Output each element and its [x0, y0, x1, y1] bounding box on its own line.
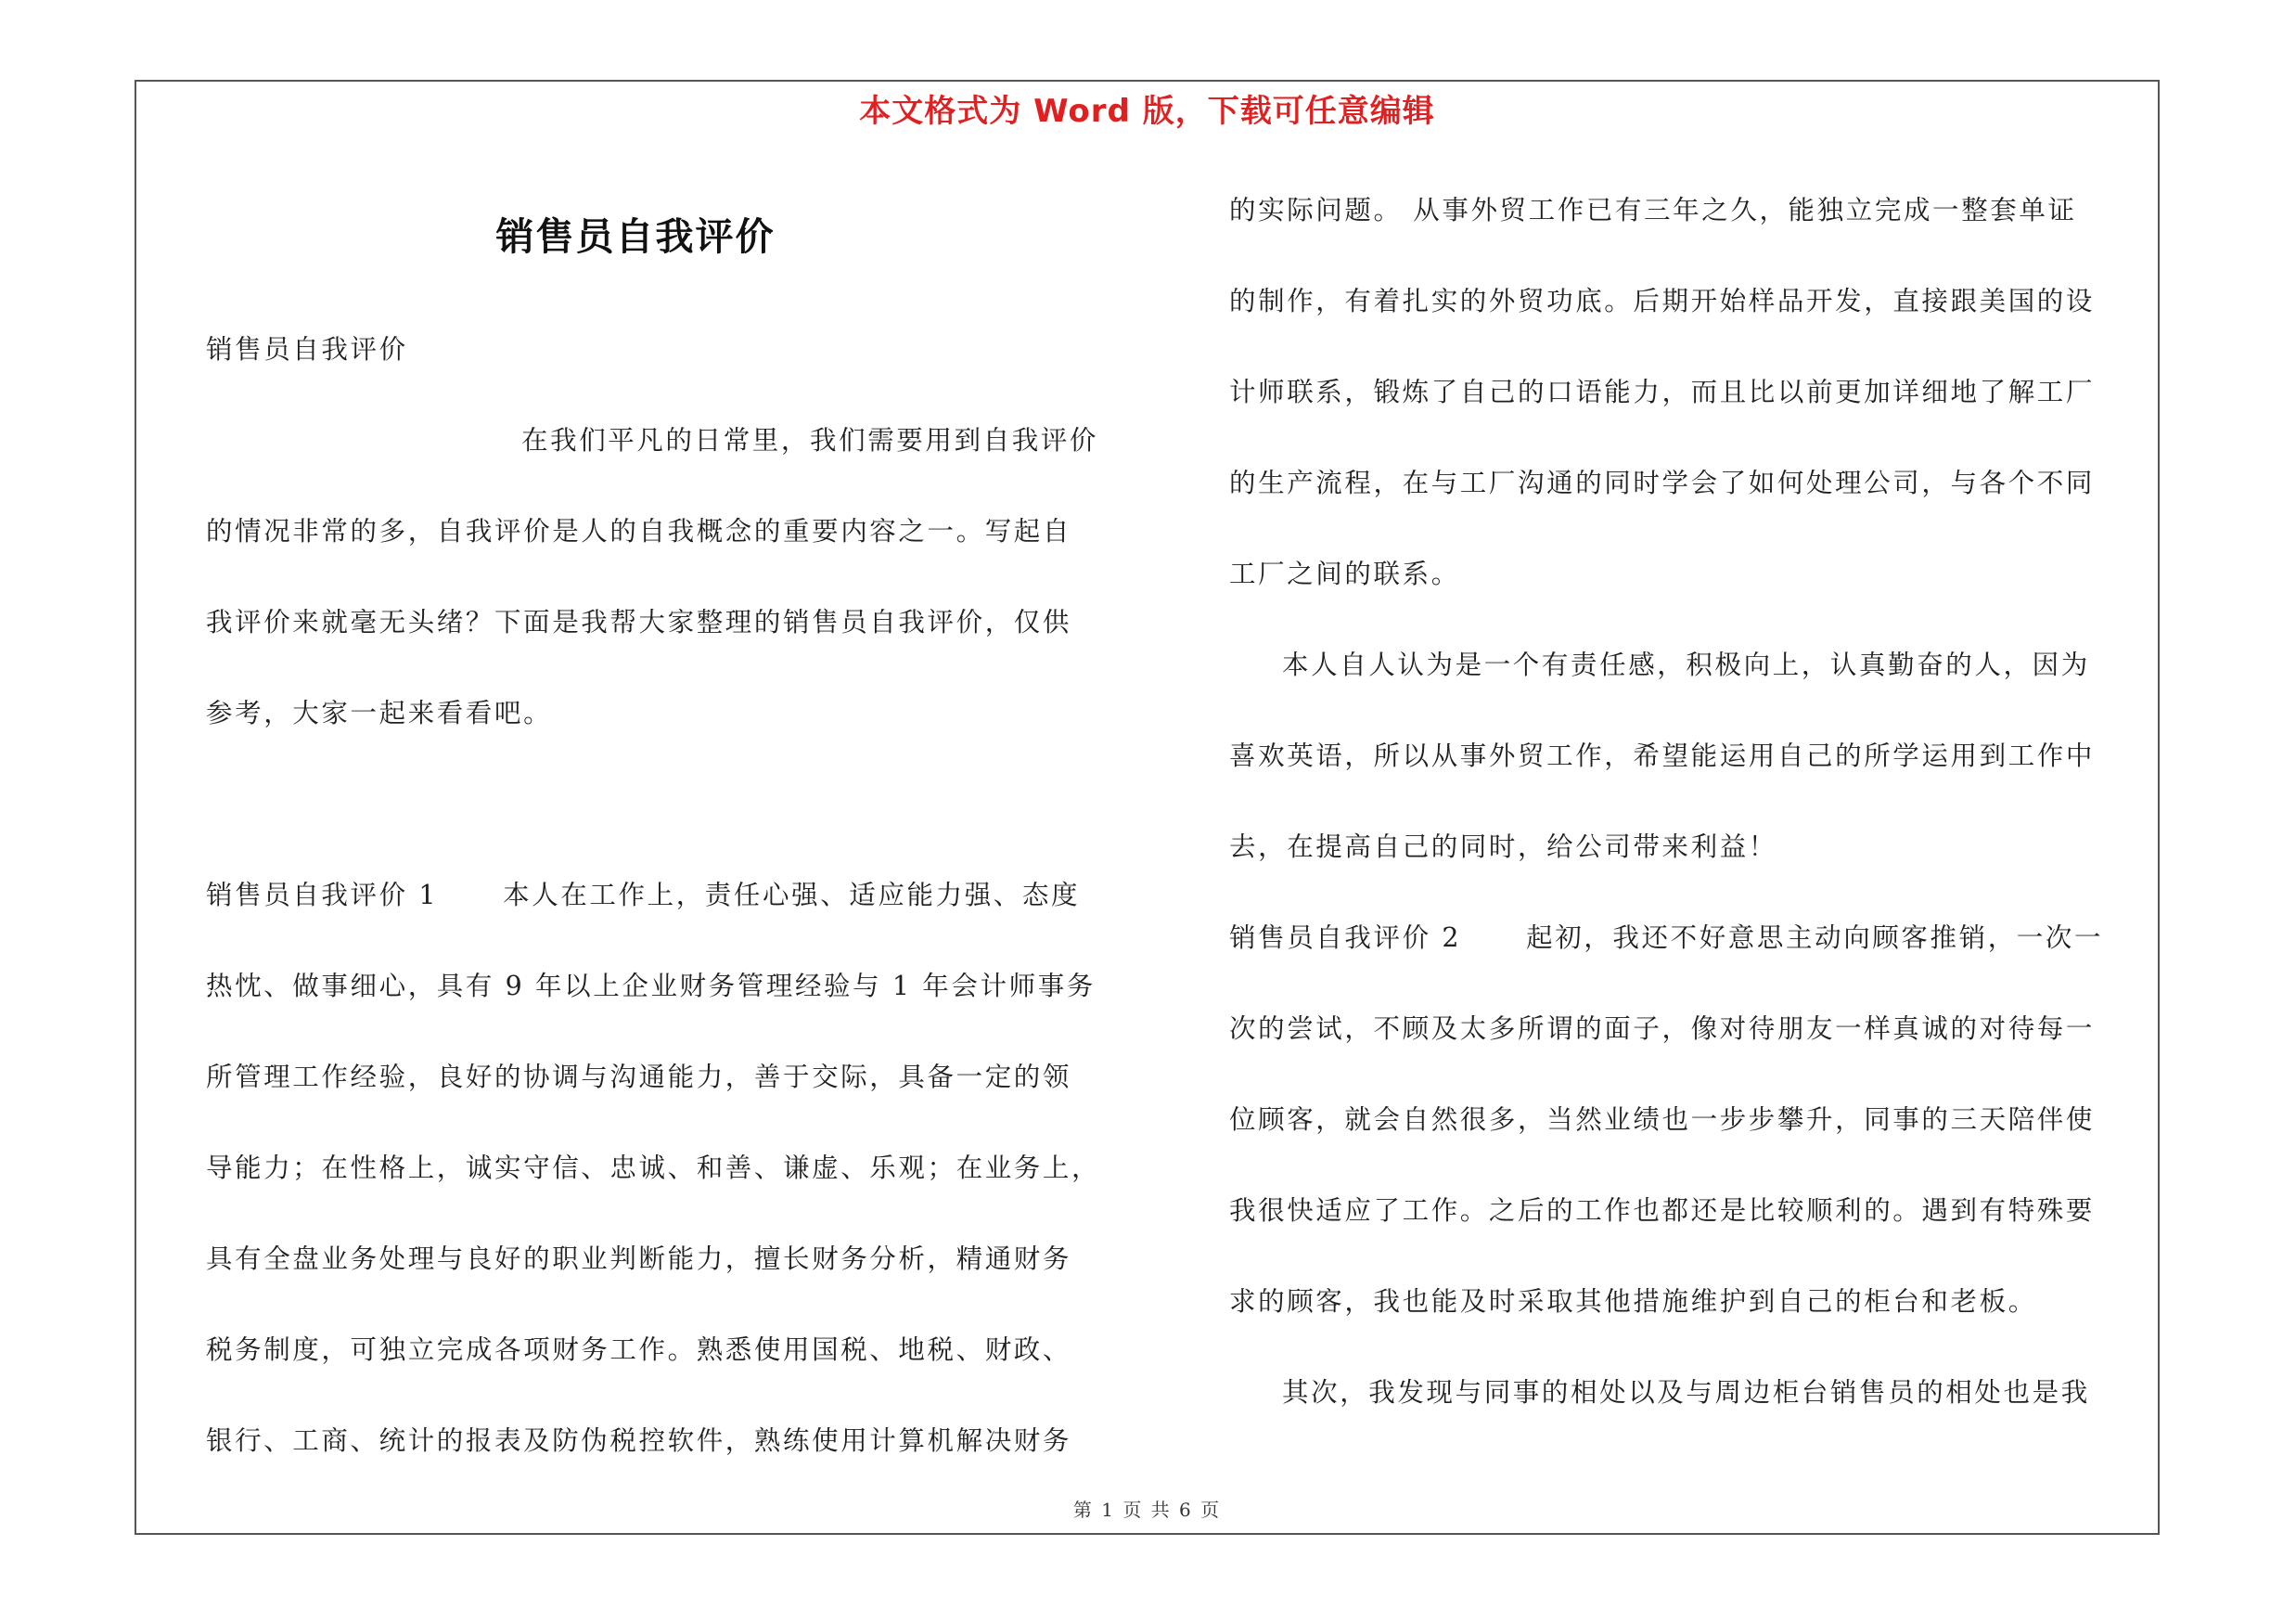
paragraph-line: 的生产流程，在与工厂沟通的同时学会了如何处理公司，与各个不同 — [1229, 468, 2096, 498]
section-1-line: 所管理工作经验，良好的协调与沟通能力，善于交际，具备一定的领 — [206, 1062, 1072, 1092]
intro-line: 的情况非常的多，自我评价是人的自我概念的重要内容之一。写起自 — [206, 516, 1072, 547]
section-2-line: 位顾客，就会自然很多，当然业绩也一步步攀升，同事的三天陪伴使 — [1229, 1104, 2096, 1135]
paragraph-line: 本人自人认为是一个有责任感，积极向上，认真勤奋的人，因为 — [1282, 650, 2090, 680]
paragraph-line: 工厂之间的联系。 — [1229, 559, 1460, 589]
spacer — [206, 759, 1134, 850]
paragraph-line: 计师联系，锻炼了自己的口语能力，而且比以前更加详细地了解工厂 — [1229, 377, 2096, 407]
section-1-first-line — [206, 850, 1134, 941]
paragraph-line: 去，在提高自己的同时，给公司带来利益！ — [1229, 831, 1777, 862]
paragraph-line: 其次，我发现与同事的相处以及与周边柜台销售员的相处也是我 — [1282, 1377, 2090, 1408]
section-2-line: 次的尝试，不顾及太多所谓的面子，像对待朋友一样真诚的对待每一 — [1229, 1013, 2096, 1044]
section-1-line: 导能力；在性格上，诚实守信、忠诚、和善、谦虚、乐观；在业务上， — [206, 1153, 1101, 1183]
section-1-heading: 销售员自我评价 1 — [206, 880, 439, 910]
section-1-line: 热忱、做事细心，具有 9 年以上企业财务管理经验与 1 年会计师事务 — [206, 971, 1096, 1001]
section-2-first-line — [1229, 893, 2157, 984]
section-1-line: 银行、工商、统计的报表及防伪税控软件，熟练使用计算机解决财务 — [206, 1425, 1072, 1456]
paragraph-line: 的制作，有着扎实的外贸功底。后期开始样品开发，直接跟美国的设 — [1229, 286, 2096, 316]
section-1-line: 具有全盘业务处理与良好的职业判断能力，擅长财务分析，精通财务 — [206, 1243, 1072, 1274]
section-2-heading: 销售员自我评价 2 — [1229, 922, 1462, 953]
section-2-line: 起初，我还不好意思主动向顾客推销，一次一 — [1526, 922, 2104, 953]
paragraph-line: 喜欢英语，所以从事外贸工作，希望能运用自己的所学运用到工作中 — [1229, 741, 2096, 771]
section-2-line: 求的顾客，我也能及时采取其他措施维护到自己的柜台和老板。 — [1229, 1286, 2037, 1317]
paragraph-line: 的实际问题。 从事外贸工作已有三年之久，能独立完成一整套单证 — [1229, 195, 2077, 225]
intro-line: 在我们平凡的日常里，我们需要用到自我评价 — [521, 425, 1099, 456]
section-1-line: 本人在工作上，责任心强、适应能力强、态度 — [503, 880, 1081, 910]
section-2-line: 我很快适应了工作。之后的工作也都还是比较顺利的。遇到有特殊要 — [1229, 1195, 2096, 1226]
page-number-footer: 第 1 页 共 6 页 — [1072, 1499, 1222, 1521]
section-1-line: 税务制度，可独立完成各项财务工作。熟悉使用国税、地税、财政、 — [206, 1334, 1072, 1365]
subtitle: 销售员自我评价 — [206, 334, 408, 365]
format-banner: 本文格式为 Word 版，下载可任意编辑 — [859, 93, 1435, 130]
intro-line: 参考，大家一起来看看吧。 — [206, 698, 553, 728]
right-column — [1229, 165, 2157, 1438]
page-title: 销售员自我评价 — [495, 214, 776, 259]
intro-line: 我评价来就毫无头绪？下面是我帮大家整理的销售员自我评价，仅供 — [206, 607, 1072, 638]
left-column — [206, 304, 1134, 1487]
